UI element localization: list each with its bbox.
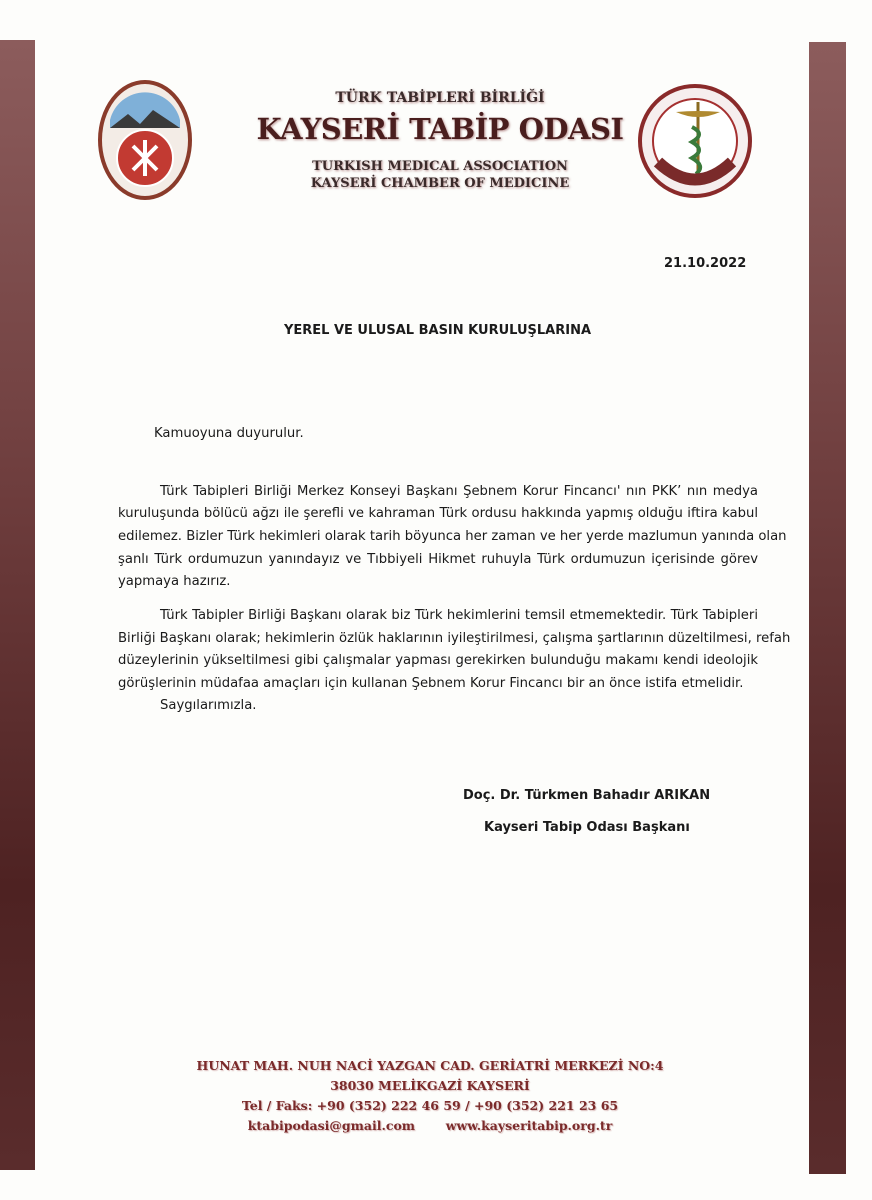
letterhead-english [200,158,680,192]
salutation: Kamuoyuna duyurulur. [154,426,304,441]
paragraph2-line: görüşlerinin müdafaa amaçları için kullanan Şebnem Korur Fincancı bir an önce istifa etmelidir. [118,676,744,691]
footer-address-line1: HUNAT MAH. NUH NACİ YAZGAN CAD. GERİATRİ MERKEZİ NO:4 [196,1058,664,1073]
footer-website: www.kayseritabip.org.tr [445,1118,613,1133]
footer-phone: Tel / Faks: +90 (352) 222 46 59 / +90 (352) 221 23 65 [241,1098,619,1113]
paragraph2-line: Birliği Başkanı olarak; hekimlerin özlük haklarının iyileştirilmesi, çalışma şartlarının düzeltilmesi, refah [118,631,791,646]
paragraph2-line: Türk Tabipler Birliği Başkanı olarak biz Türk hekimlerini temsil etmemektedir. Türk Tabipleri [160,608,758,623]
paragraph2-line: düzeylerinin yükseltilmesi gibi çalışmalar yapması gerekirken bulunduğu makamı kendi ideolojik [118,653,758,668]
paragraph1-line: Türk Tabipleri Birliği Merkez Konseyi Başkanı Şebnem Korur Fincancı' nın PKK’ nın medya [160,484,758,499]
footer [150,1056,710,1136]
paragraph1-line: yapmaya hazırız. [118,574,231,589]
footer-email: ktabipodasi@gmail.com [247,1118,416,1133]
signatory-name: Doç. Dr. Türkmen Bahadır ARIKAN [463,788,711,803]
footer-address-line2: 38030 MELİKGAZİ KAYSERİ [330,1078,530,1093]
paragraph1-line: edilemez. Bizler Türk hekimleri olarak tarih böyunca her zaman ve her yerde mazlumun yanında olan [118,529,787,544]
kayseri-tabip-odasi-logo [98,80,192,200]
letterhead-title: KAYSERİ TABİP ODASI [256,112,624,146]
letterhead-line1: TÜRK TABİPLERİ BİRLİĞİ [335,90,545,106]
left-border-bar [0,40,35,1170]
paragraph1-line: kuruluşunda bölücü ağzı ile şerefli ve kahraman Türk ordusu hakkında yapmış olduğu iftira kabul [118,506,758,521]
signatory-title: Kayseri Tabip Odası Başkanı [484,820,690,835]
letterhead-line3: TURKISH MEDICAL ASSOCIATION [312,159,568,174]
closing: Saygılarımızla. [160,698,257,713]
letter-date: 21.10.2022 [664,256,747,271]
letterhead-line4: KAYSERİ CHAMBER OF MEDICINE [310,176,570,191]
recipient-heading: YEREL VE ULUSAL BASIN KURULUŞLARINA [283,323,592,338]
right-border-bar [809,42,846,1174]
paragraph1-line: şanlı Türk ordumuzun yanındayız ve Tıbbiyeli Hikmet ruhuyla Türk ordumuzun içerisinde görev [118,552,758,567]
